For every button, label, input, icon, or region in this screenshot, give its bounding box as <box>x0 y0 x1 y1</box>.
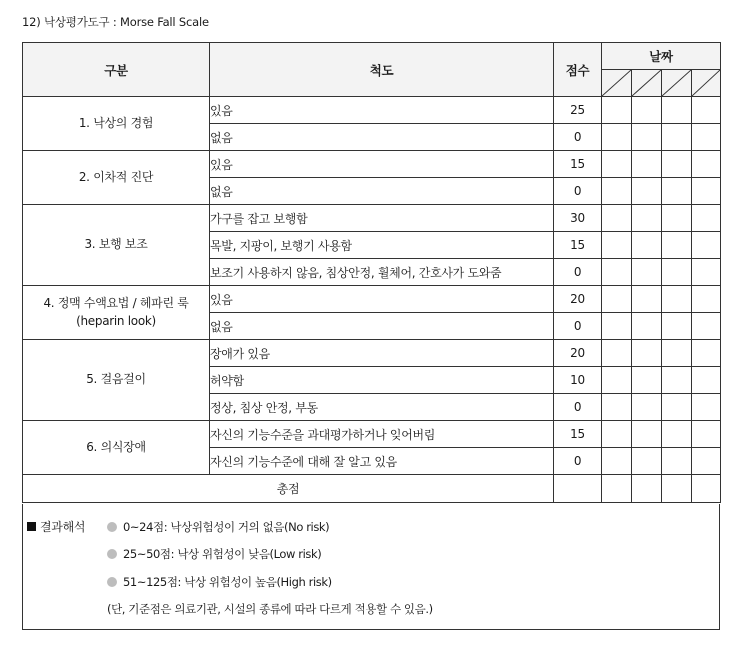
date-entry-cell[interactable] <box>692 475 721 503</box>
table-row <box>23 286 721 313</box>
date-entry-cell[interactable] <box>692 205 721 232</box>
criteria-cell: 정상, 침상 안정, 부동 <box>210 394 554 421</box>
date-entry-cell[interactable] <box>662 340 692 367</box>
date-entry-cell[interactable] <box>602 205 632 232</box>
date-entry-cell[interactable] <box>632 448 662 475</box>
date-entry-cell[interactable] <box>662 124 692 151</box>
date-entry-cell[interactable] <box>602 448 632 475</box>
date-entry-cell[interactable] <box>662 151 692 178</box>
criteria-cell: 허약함 <box>210 367 554 394</box>
score-cell: 15 <box>554 232 602 259</box>
criteria-cell: 없음 <box>210 124 554 151</box>
table-row <box>23 421 721 448</box>
date-entry-cell[interactable] <box>632 313 662 340</box>
morse-fall-scale-table <box>22 42 721 503</box>
date-entry-cell[interactable] <box>602 421 632 448</box>
date-entry-cell[interactable] <box>662 475 692 503</box>
date-entry-cell[interactable] <box>692 178 721 205</box>
date-entry-cell[interactable] <box>632 151 662 178</box>
date-entry-cell[interactable] <box>662 313 692 340</box>
date-entry-cell[interactable] <box>662 97 692 124</box>
date-entry-cell[interactable] <box>662 232 692 259</box>
risk-item-low-risk <box>107 546 321 562</box>
risk-text: 25~50점: 낙상 위험성이 낮음(Low risk) <box>123 547 322 561</box>
table-row <box>23 97 721 124</box>
category-cell <box>23 286 210 340</box>
score-cell: 0 <box>554 178 602 205</box>
circle-bullet-icon <box>107 577 117 587</box>
date-entry-cell[interactable] <box>602 151 632 178</box>
date-entry-cell[interactable] <box>632 124 662 151</box>
score-cell: 30 <box>554 205 602 232</box>
date-entry-cell[interactable] <box>692 340 721 367</box>
criteria-cell: 가구를 잡고 보행함 <box>210 205 554 232</box>
date-entry-cell[interactable] <box>662 178 692 205</box>
risk-item-high-risk <box>107 574 332 590</box>
result-interpretation <box>22 504 720 630</box>
score-cell: 20 <box>554 340 602 367</box>
date-entry-cell[interactable] <box>692 259 721 286</box>
square-bullet-icon <box>27 522 36 531</box>
interpretation-label: 결과해석 <box>40 520 86 534</box>
date-entry-cell[interactable] <box>632 178 662 205</box>
date-entry-cell[interactable] <box>632 421 662 448</box>
date-entry-cell[interactable] <box>632 340 662 367</box>
date-entry-cell[interactable] <box>602 97 632 124</box>
score-cell: 20 <box>554 286 602 313</box>
score-cell: 15 <box>554 151 602 178</box>
category-label: 4. 정맥 수액요법 / 헤파린 룩 <box>43 296 189 311</box>
circle-bullet-icon <box>107 522 117 532</box>
date-entry-cell[interactable] <box>602 259 632 286</box>
circle-bullet-icon <box>107 549 117 559</box>
date-slot-4[interactable] <box>692 70 721 97</box>
score-cell: 25 <box>554 97 602 124</box>
date-entry-cell[interactable] <box>632 367 662 394</box>
table-row <box>23 340 721 367</box>
criteria-cell: 있음 <box>210 286 554 313</box>
total-row <box>23 475 721 503</box>
date-entry-cell[interactable] <box>632 205 662 232</box>
criteria-cell: 있음 <box>210 151 554 178</box>
date-entry-cell[interactable] <box>602 232 632 259</box>
criteria-cell: 자신의 기능수준을 과대평가하거나 잊어버림 <box>210 421 554 448</box>
date-entry-cell[interactable] <box>692 124 721 151</box>
date-slot-3[interactable] <box>662 70 692 97</box>
header-date: 날짜 <box>602 43 721 70</box>
score-cell: 0 <box>554 313 602 340</box>
date-entry-cell[interactable] <box>632 97 662 124</box>
date-entry-cell[interactable] <box>602 286 632 313</box>
date-slot-2[interactable] <box>632 70 662 97</box>
header-criteria: 척도 <box>210 43 554 97</box>
header-category: 구분 <box>23 43 210 97</box>
criteria-cell: 보조기 사용하지 않음, 침상안정, 휠체어, 간호사가 도와줌 <box>210 259 554 286</box>
date-entry-cell[interactable] <box>692 151 721 178</box>
document-title: 12) 낙상평가도구 : Morse Fall Scale <box>22 15 209 29</box>
risk-text: 0~24점: 낙상위험성이 거의 없음(No risk) <box>123 520 330 534</box>
header-score: 점수 <box>554 43 602 97</box>
date-entry-cell[interactable] <box>632 232 662 259</box>
risk-text: 51~125점: 낙상 위험성이 높음(High risk) <box>123 575 332 589</box>
date-entry-cell[interactable] <box>632 286 662 313</box>
date-entry-cell[interactable] <box>662 259 692 286</box>
date-entry-cell[interactable] <box>662 394 692 421</box>
total-label: 총점 <box>23 475 554 503</box>
criteria-cell: 있음 <box>210 97 554 124</box>
date-entry-cell[interactable] <box>632 475 662 503</box>
category-cell: 3. 보행 보조 <box>23 205 210 286</box>
score-cell: 0 <box>554 124 602 151</box>
date-entry-cell[interactable] <box>602 475 632 503</box>
date-entry-cell[interactable] <box>692 448 721 475</box>
date-entry-cell[interactable] <box>692 97 721 124</box>
criteria-cell: 자신의 기능수준에 대해 잘 알고 있음 <box>210 448 554 475</box>
date-entry-cell[interactable] <box>632 259 662 286</box>
date-entry-cell[interactable] <box>662 286 692 313</box>
category-sublabel: (heparin look) <box>76 313 156 328</box>
date-entry-cell[interactable] <box>662 205 692 232</box>
score-cell: 10 <box>554 367 602 394</box>
date-slot-1[interactable] <box>602 70 632 97</box>
date-entry-cell[interactable] <box>692 421 721 448</box>
date-entry-cell[interactable] <box>602 340 632 367</box>
date-entry-cell[interactable] <box>602 124 632 151</box>
date-entry-cell[interactable] <box>602 178 632 205</box>
table-row <box>23 205 721 232</box>
date-entry-cell[interactable] <box>602 313 632 340</box>
criteria-cell: 없음 <box>210 178 554 205</box>
date-entry-cell[interactable] <box>662 421 692 448</box>
table-row <box>23 151 721 178</box>
total-score-cell[interactable] <box>554 475 602 503</box>
criteria-cell: 장애가 있음 <box>210 340 554 367</box>
date-entry-cell[interactable] <box>692 313 721 340</box>
date-entry-cell[interactable] <box>602 367 632 394</box>
category-cell: 6. 의식장애 <box>23 421 210 475</box>
date-entry-cell[interactable] <box>602 394 632 421</box>
score-cell: 0 <box>554 448 602 475</box>
date-entry-cell[interactable] <box>692 286 721 313</box>
date-entry-cell[interactable] <box>632 394 662 421</box>
category-cell: 2. 이차적 진단 <box>23 151 210 205</box>
score-cell: 0 <box>554 394 602 421</box>
date-entry-cell[interactable] <box>692 367 721 394</box>
criteria-cell: 목발, 지팡이, 보행기 사용함 <box>210 232 554 259</box>
date-entry-cell[interactable] <box>662 367 692 394</box>
score-cell: 15 <box>554 421 602 448</box>
criteria-cell: 없음 <box>210 313 554 340</box>
category-cell: 5. 걸음걸이 <box>23 340 210 421</box>
footnote: (단, 기준점은 의료기관, 시설의 종류에 따라 다르게 적용할 수 있음.) <box>107 602 433 616</box>
score-cell: 0 <box>554 259 602 286</box>
date-entry-cell[interactable] <box>692 232 721 259</box>
date-entry-cell[interactable] <box>692 394 721 421</box>
category-cell: 1. 낙상의 경험 <box>23 97 210 151</box>
date-entry-cell[interactable] <box>662 448 692 475</box>
interpretation-header <box>27 518 85 535</box>
risk-item-no-risk <box>107 519 329 535</box>
